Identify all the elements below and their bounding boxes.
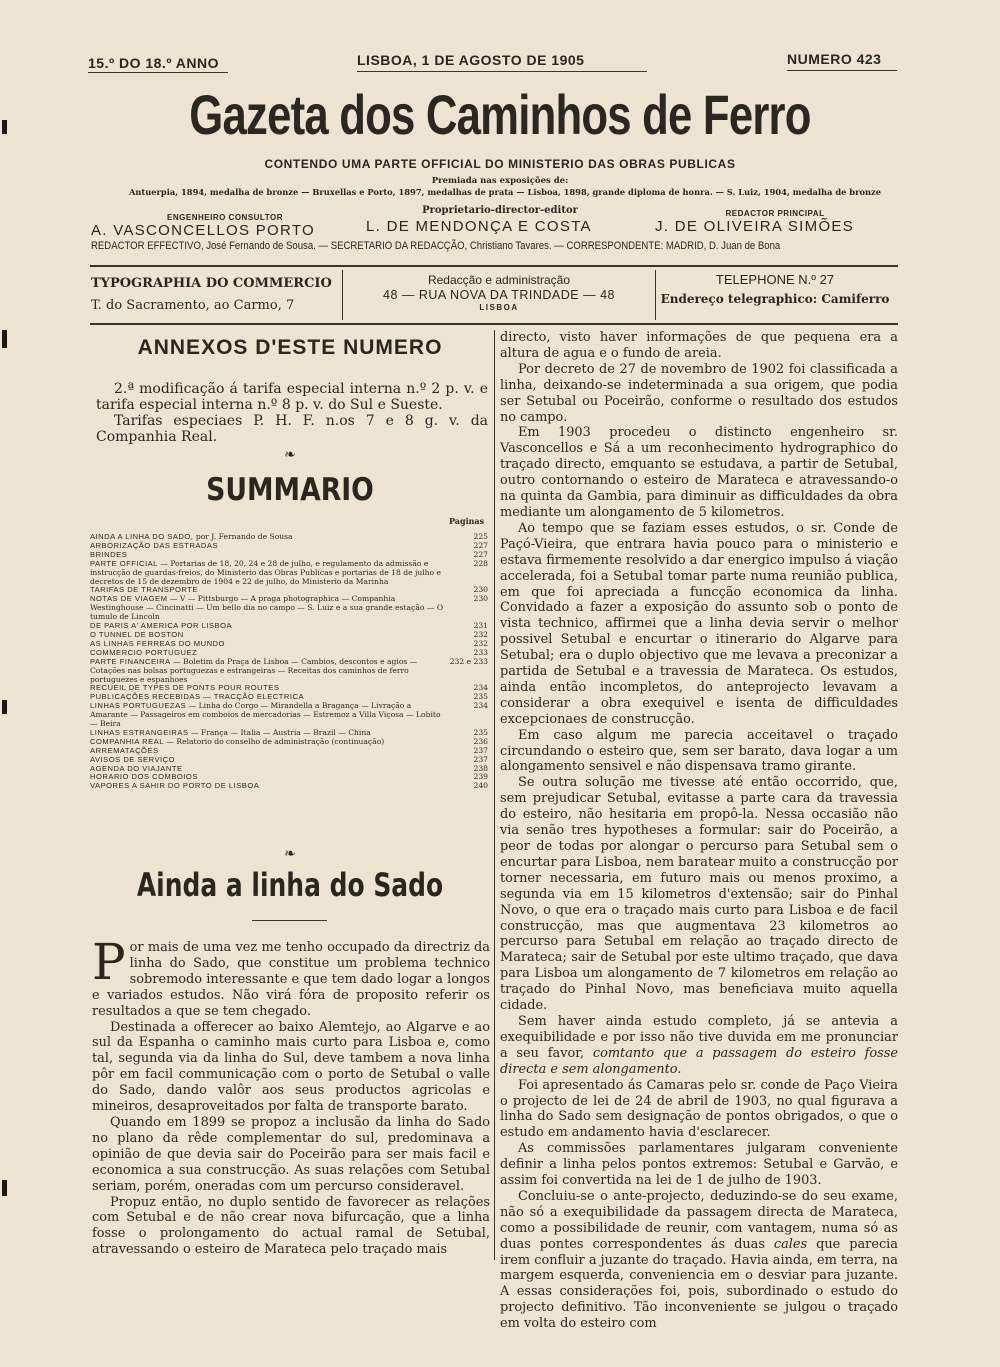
editor-label: REDACTOR PRINCIPAL bbox=[725, 209, 825, 218]
admin-address: 48 — RUA NOVA DA TRINDADE — 48 bbox=[383, 288, 615, 302]
article-left-column bbox=[92, 933, 490, 1258]
annex-item-2: Tarifas especiaes P. H. F. n.os 7 e 8 g. v. da Companhia Real. bbox=[96, 413, 488, 445]
summary-entry-text bbox=[90, 782, 448, 791]
printer-name: TYPOGRAPHIA DO COMMERCIO bbox=[91, 276, 332, 291]
owner-name: L. DE MENDONÇA E COSTA bbox=[366, 218, 592, 235]
pages-label: Paginas bbox=[449, 516, 485, 526]
summary-entry-title: COMPANHIA REAL bbox=[90, 736, 164, 746]
consultant-label: ENGENHEIRO CONSULTOR bbox=[167, 213, 283, 222]
volume-year-label: 15.º DO 18.º ANNO bbox=[88, 55, 220, 71]
article-title-wrap bbox=[90, 866, 490, 904]
summary-entry-page: 236 bbox=[473, 736, 488, 746]
article-paragraph bbox=[500, 1014, 898, 1078]
summary-heading: SUMMARIO bbox=[206, 472, 374, 508]
summary-entry-title: RECUEIL DE TYPES DE PONTS POUR ROUTES bbox=[90, 683, 280, 693]
article-paragraph: Em 1903 procedeu o distincto engenheiro sr. Vasconcellos e Sá a um reconhecimento hydrographico do traçado directo, emquanto se estudava, a partir de Setubal, outro contornando o esteiro de Marateca e atravessando-o na quinta da Gambia, para diminuir as difficuldades da obra mediante um alongamento de 5 kilometros. bbox=[500, 425, 898, 520]
summary-entry-detail: — Relatorio do conselho de administração (continuação) bbox=[163, 736, 385, 746]
annexes-heading: ANNEXOS D'ESTE NUMERO bbox=[137, 336, 443, 359]
binding-mark bbox=[2, 700, 7, 714]
article-paragraph: Quando em 1899 se propoz a inclusão da linha do Sado no plano da rêde complementar do sul, predominava a opinião de que devia sair do Poceirão para ser mais facil e economica a sua construcção. As suas relações com Setubal seriam, porém, oneradas com um percurso consideravel. bbox=[92, 1114, 490, 1194]
summary-entry-title: BRINDES bbox=[90, 549, 128, 559]
summary-entry-detail: — Linha do Corgo — Mirandella a Bragança — Livração a Amarante — Passageiros em comboios de mercadorias — Estremoz a Villa Viçosa — Lobito — Beira bbox=[90, 701, 441, 729]
summary-entry-page: 231 bbox=[473, 621, 488, 631]
summary-entry-title: AS LINHAS FERREAS DO MUNDO bbox=[90, 638, 225, 648]
article-paragraph: As commissões parlamentares julgaram conveniente definir a linha pelos pontos extremos: Setubal e Garvão, e assim foi convertida na lei de 1 de julho de 1903. bbox=[500, 1141, 898, 1189]
summary-entry-detail: — V — Pittsburgo — A praga photographica — Companhia Westinghouse — Cincinatti — Um bello dia no campo — S. Luiz e a sua grande estação — O tumulo de Lincoln bbox=[90, 594, 444, 622]
summary-entry-title: COMMERCIO PORTUGUEZ bbox=[90, 647, 198, 657]
summary-entry-title: HORARIO DOS COMBOIOS bbox=[90, 772, 198, 782]
summary-entry-page: 234 bbox=[473, 683, 488, 693]
admin-city: LISBOA bbox=[479, 303, 519, 312]
telegraph-address: Endereço telegraphico: Camiferro bbox=[660, 292, 890, 306]
summary-entry-page: 234 bbox=[473, 701, 488, 711]
article-title: Ainda a linha do Sado bbox=[136, 866, 444, 904]
consultant-name: A. VASCONCELLOS PORTO bbox=[91, 222, 316, 239]
summary-entry-title: O TUNNEL DE BOSTON bbox=[90, 629, 184, 639]
summary-entry-title: PUBLICAÇÕES RECEBIDAS — TRACÇÃO ELECTRICA bbox=[90, 692, 305, 702]
summary-entry-page: 232 e 233 bbox=[449, 656, 488, 666]
summary-entry-page: 240 bbox=[473, 781, 488, 791]
paragraph-text: que parecia irem confluir a juzante do traçado. Havia ainda, em terra, na margem esquerda, conveniencia em o desviar para juzante. A essas considerações foi, pois, subordinado o estudo do projecto definitivo. Tão inconveniente se julgou o traçado em volta do esteiro com bbox=[500, 1236, 898, 1332]
binding-mark bbox=[2, 1180, 7, 1196]
owner-label: Proprietario-director-editor bbox=[422, 205, 578, 216]
awards-intro: Premiada nas exposições de: bbox=[431, 176, 569, 186]
summary-heading-wrap bbox=[90, 472, 490, 508]
paragraph-text: Concluiu-se o ante-projecto, deduzindo-se do seu exame, não só a exequibilidade da passagem directa de Marateca, como a possibilidade de reunir, com vantagem, numa só as duas pontes correspondentes ás duas bbox=[500, 1188, 898, 1252]
summary-entry-page: 233 bbox=[473, 647, 488, 657]
summary-entry-detail: — Portarias de 18, 20, 24 e 28 de julho, e regulamento da admissão e instrucção de guardas-freios, do Ministerio das Obras Publicas e portarias de 18 de julho e decretos de 15 de dezembro de 1904 e 22 de julho, do Ministerio da Marinha bbox=[90, 558, 442, 586]
summary-entry-page: 237 bbox=[473, 754, 488, 764]
summary-entry bbox=[90, 782, 488, 791]
paragraph-italic: comtanto que a passagem do esteiro fosse directa e sem alongamento. bbox=[500, 1045, 898, 1077]
binding-mark bbox=[2, 330, 7, 348]
summary-entry-detail: — Boletim da Praça de Lisboa — Cambios, descontos e agios — Cotações nas bolsas portuguezas e estrangeiras — Receitas dos caminhos de ferro portuguezes e espanhoes bbox=[90, 656, 418, 684]
article-paragraph: Ao tempo que se faziam esses estudos, o sr. Conde de Paçó-Vieira, que entrara havia pouco para o ministerio e estava firmemente resolvido a dar energico impulso á viação accelerada, foi a Setubal tomar parte numa reunião publica, em que foi apreciada a funcção economica da linha. Convidado a fazer a exposição do assunto sob o ponto de vista technico, affirmei que a linha devia servir o melhor possivel Setubal e encurtar o itinerario do Algarve para Setubal; era o duplo objectivo que me levava a preconizar a partida de Setubal e a travessia de Marateca. Os estudos, ainda então incompletos, do anteprojecto levavam a considerar a obra exequivel e isenta de difficuldades excepcionaes de construcção. bbox=[500, 520, 898, 727]
article-paragraph: Se outra solução me tivesse até então occorrido, que, sem prejudicar Setubal, evitasse a parte cara da travessia do esteiro, não hesitaria em propô-la. Nessa occasião não via senão tres hypotheses a formular: sair do Poceirão, a peor de todas por alongar o percurso para Setubal sem o encurtar para Lisboa, nem baratear muito a construcção por torner necessaria, em futuro mais ou menos proximo, a segunda via em 15 kilometros d'extensão; sair do Pinhal Novo, o que era o traçado mais curto para Lisboa e de facil construcção, mas que augmentava 23 kilometros ao percurso para Setubal em relação ao traçado directo de Marateca; sair de Setubal por este ultimo traçado, que dava para Lisboa um alongamento de 7 kilometros em relação ao traçado do Pinhal Novo, mas beneficiava muito aquella cidade. bbox=[500, 775, 898, 1014]
issue-number: NUMERO 423 bbox=[787, 51, 882, 67]
binding-mark bbox=[2, 120, 7, 134]
editor-name: J. DE OLIVEIRA SIMÕES bbox=[655, 218, 855, 235]
annex-item-1: 2.ª modificação á tarifa especial interna n.º 2 p. v. e tarifa especial interna n.º 8 p. v. do Sul e Sueste. bbox=[96, 381, 488, 413]
summary-entry-detail: — França — Italia — Austria — Brazil — China bbox=[188, 727, 371, 737]
summary-entry-title: DE PARIS A' AMERICA POR LISBOA bbox=[90, 621, 233, 631]
ornament-icon-2: ❧ bbox=[284, 846, 296, 862]
summary-entry-page: 227 bbox=[473, 540, 488, 550]
summary-entry-title: AVISOS DE SERVIÇO bbox=[90, 754, 176, 764]
summary-entry-page: 227 bbox=[473, 549, 488, 559]
article-paragraph: directo, visto haver informações de que pequena era a altura de agua e o fundo de areia. bbox=[500, 330, 898, 361]
summary-entry-title: NOTAS DE VIAGEM bbox=[90, 594, 168, 604]
ornament-icon: ❧ bbox=[284, 447, 296, 463]
issue-date: LISBOA, 1 DE AGOSTO DE 1905 bbox=[357, 52, 585, 68]
article-paragraph: Destinada a offerecer ao baixo Alemtejo, ao Algarve e ao sul da Espanha o caminho mais curto para Lisboa e, como tal, segunda via da linha do Sul, deve tambem a nova linha pôr em facil communicação com o porto de Setubal o valle do Sado, dando valôr aos seus productos agricolas e mineiros, desaproveitados por falta de transporte barato. bbox=[92, 1019, 490, 1115]
summary-entry-text bbox=[90, 595, 448, 622]
summary-entry-page: 235 bbox=[473, 727, 488, 737]
summary-entry-text bbox=[90, 702, 448, 729]
summary-entry-page: 230 bbox=[473, 585, 488, 595]
article-paragraph bbox=[500, 1189, 898, 1332]
article-paragraph: Propuz então, no duplo sentido de favorecer as relações com Setubal e de não crear nova bifurcação, que a linha fosse o prolongamento do actual ramal de Setubal, atravessando o esteiro de Marateca pelo traçado mais bbox=[92, 1194, 490, 1258]
dropcap: P bbox=[92, 933, 126, 991]
telephone: TELEPHONE N.º 27 bbox=[715, 272, 835, 287]
summary-entry-title: LINHAS ESTRANGEIRAS bbox=[90, 727, 189, 737]
summary-entry-title: VAPORES A SAHIR DO PORTO DE LISBOA bbox=[90, 781, 260, 791]
summary-entry-title: PARTE FINANCEIRA bbox=[90, 656, 171, 666]
summary-entry-title: ARREMATAÇÕES bbox=[90, 745, 159, 755]
article-paragraph: Em caso algum me parecia acceitavel o traçado circundando o esteiro que, sem ser barato, dava logar a um alongamento sensivel e não dispensava tramo girante. bbox=[500, 727, 898, 775]
summary-entry-page: 228 bbox=[473, 558, 488, 568]
summary-entry-title: LINHAS PORTUGUEZAS bbox=[90, 701, 187, 711]
summary-entry-page: 225 bbox=[473, 532, 488, 541]
article-paragraph: Por decreto de 27 de novembro de 1902 foi classificada a linha, deixando-se indeterminada a sua origem, que podia ser Setubal ou Poceirão, conforme o resultado dos estudos no campo. bbox=[500, 361, 898, 425]
printer-address: T. do Sacramento, ao Carmo, 7 bbox=[91, 298, 295, 313]
article-paragraph: or mais de uma vez me tenho occupado da directriz da linha do Sado, que constitue um problema technico sobremodo interessante e que tem dado logar a longos e variados estudos. Não virá fóra de proposito referir os resultados a que se tem chegado. bbox=[92, 940, 490, 1019]
summary-entry bbox=[90, 702, 488, 729]
summary-entry bbox=[90, 560, 488, 587]
summary-entry-page: 230 bbox=[473, 594, 488, 604]
annexes-text bbox=[96, 381, 488, 445]
summary-entry-page: 239 bbox=[473, 772, 488, 782]
summary-entry bbox=[90, 542, 488, 551]
summary-entry-title: TARIFAS DE TRANSPORTE bbox=[90, 585, 198, 595]
summary-entry-text bbox=[90, 542, 448, 551]
summary-entry-title: ARBORIZAÇÃO DAS ESTRADAS bbox=[90, 540, 219, 550]
admin-label: Redacção e administração bbox=[427, 273, 571, 287]
summary-entry-text bbox=[90, 658, 448, 685]
paragraph-text: Sem haver ainda estudo completo, já se antevia a exequibilidade e por isso não tive duvida em me pronunciar a seu favor, bbox=[500, 1013, 898, 1061]
summary-entry-page: 237 bbox=[473, 745, 488, 755]
awards-list: Antuerpia, 1894, medalha de bronze — Bruxellas e Porto, 1897, medalhas de prata — Lisboa, 1898, grande diploma de honra. — S. Luiz, 1904, medalha de bronze bbox=[128, 187, 882, 197]
summary-entry-page: 235 bbox=[473, 692, 488, 702]
paragraph-italic: cales bbox=[773, 1236, 808, 1252]
masthead-title: Gazeta dos Caminhos de Ferro bbox=[189, 83, 811, 146]
summary-entry bbox=[90, 658, 488, 685]
article-right-column bbox=[500, 330, 898, 1332]
summary-entry-page: 232 bbox=[473, 638, 488, 648]
summary-entry-title: AGENDA DO VIAJANTE bbox=[90, 763, 183, 773]
masthead-subtitle: CONTENDO UMA PARTE OFFICIAL DO MINISTERIO DAS OBRAS PUBLICAS bbox=[264, 157, 736, 171]
summary-entry-text bbox=[90, 560, 448, 587]
summary-list bbox=[90, 533, 488, 791]
summary-entry-title: AINDA A LINHA DO SADO, bbox=[90, 532, 194, 541]
summary-entry-page: 232 bbox=[473, 629, 488, 639]
summary-entry bbox=[90, 595, 488, 622]
staff-line: REDACTOR EFFECTIVO, José Fernando de Sousa. — SECRETARIO DA REDACÇÃO, Christiano Tavares. — CORRESPONDENTE: MADRID, D. Juan de Bona bbox=[91, 240, 781, 252]
summary-entry-page: 238 bbox=[473, 763, 488, 773]
summary-entry-title: PARTE OFFICIAL bbox=[90, 558, 158, 568]
summary-entry-detail: por J. Fernando de Sousa bbox=[193, 532, 293, 541]
article-paragraph: Foi apresentado ás Camaras pelo sr. conde de Paço Vieira o projecto de lei de 24 de abril de 1903, no qual figurava a linha do Sado sem designação de pontos obrigados, o que o estudo em andamento havia d'esclarecer. bbox=[500, 1077, 898, 1141]
